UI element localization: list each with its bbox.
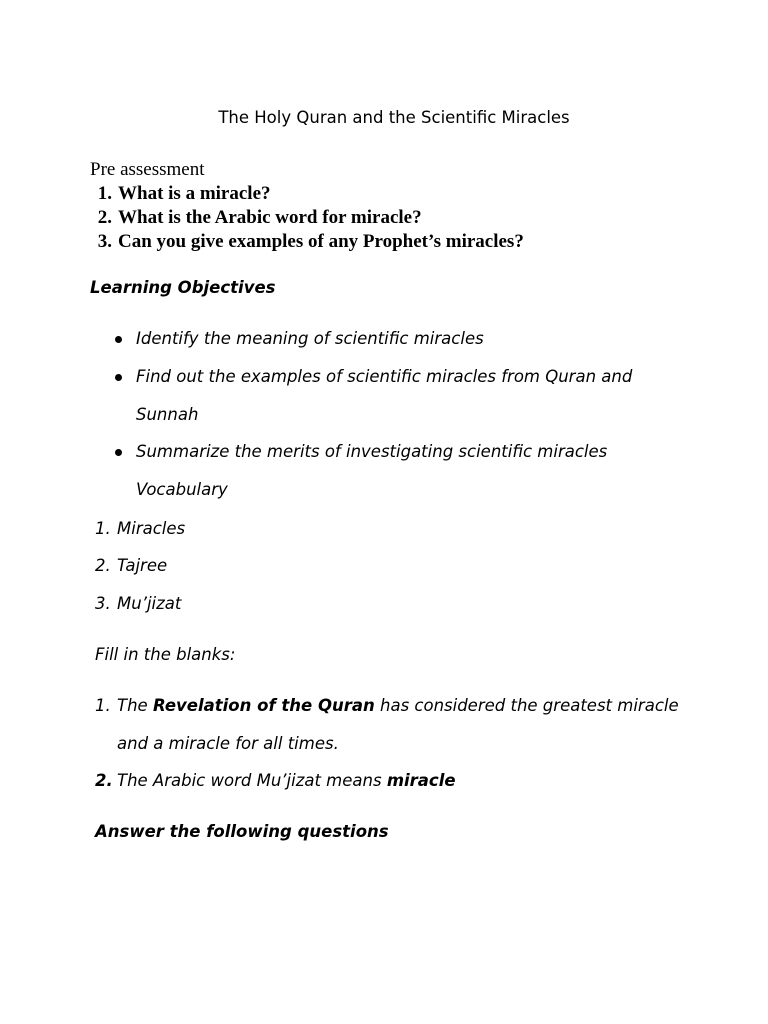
list-number: 2. [97,207,112,228]
list-number: 2. [95,556,111,575]
vocabulary-item [95,594,181,613]
vocabulary-item [95,556,167,575]
bullet-icon [115,449,122,456]
blank-answer: miracle [386,771,456,790]
question-text: What is a miracle? [118,183,271,204]
bullet-icon [115,336,122,343]
objective-item-continued: Sunnah [136,405,199,424]
fill-blank-item [95,771,456,790]
list-number: 2. [95,771,113,790]
fill-blank-continued: and a miracle for all times. [117,734,339,753]
pre-assessment-question [90,207,422,229]
sentence-start: The Arabic word Mu’jizat means [117,771,387,790]
objective-item: Identify the meaning of scientific miracles [136,329,484,348]
question-text: Can you give examples of any Prophet’s miracles? [118,231,524,252]
vocabulary-word: Mu’jizat [117,594,182,613]
blank-answer: Revelation of the Quran [152,696,375,715]
question-text: What is the Arabic word for miracle? [118,207,422,228]
list-number: 3. [95,594,111,613]
bullet-icon [115,374,122,381]
vocabulary-item [95,519,185,538]
answer-questions-heading: Answer the following questions [95,822,389,841]
list-number: 1. [95,519,111,538]
list-number: 1. [95,696,111,715]
vocabulary-word: Miracles [117,519,186,538]
sentence-end: has considered the greatest miracle [374,696,679,715]
objective-item: Find out the examples of scientific miracles from Quran and [136,367,633,386]
pre-assessment-question [90,231,524,253]
vocabulary-word: Tajree [117,556,168,575]
list-number: 3. [97,231,112,252]
fill-blanks-heading: Fill in the blanks: [95,645,236,664]
fill-blank-item [95,696,679,715]
pre-assessment-heading: Pre assessment [90,159,205,180]
learning-objectives-heading: Learning Objectives [90,278,276,297]
vocabulary-heading: Vocabulary [136,480,228,499]
objective-item: Summarize the merits of investigating scientific miracles [136,442,608,461]
list-number: 1. [97,183,112,204]
pre-assessment-question [90,183,271,205]
document-title: The Holy Quran and the Scientific Miracles [218,108,570,127]
sentence-start: The [117,696,153,715]
